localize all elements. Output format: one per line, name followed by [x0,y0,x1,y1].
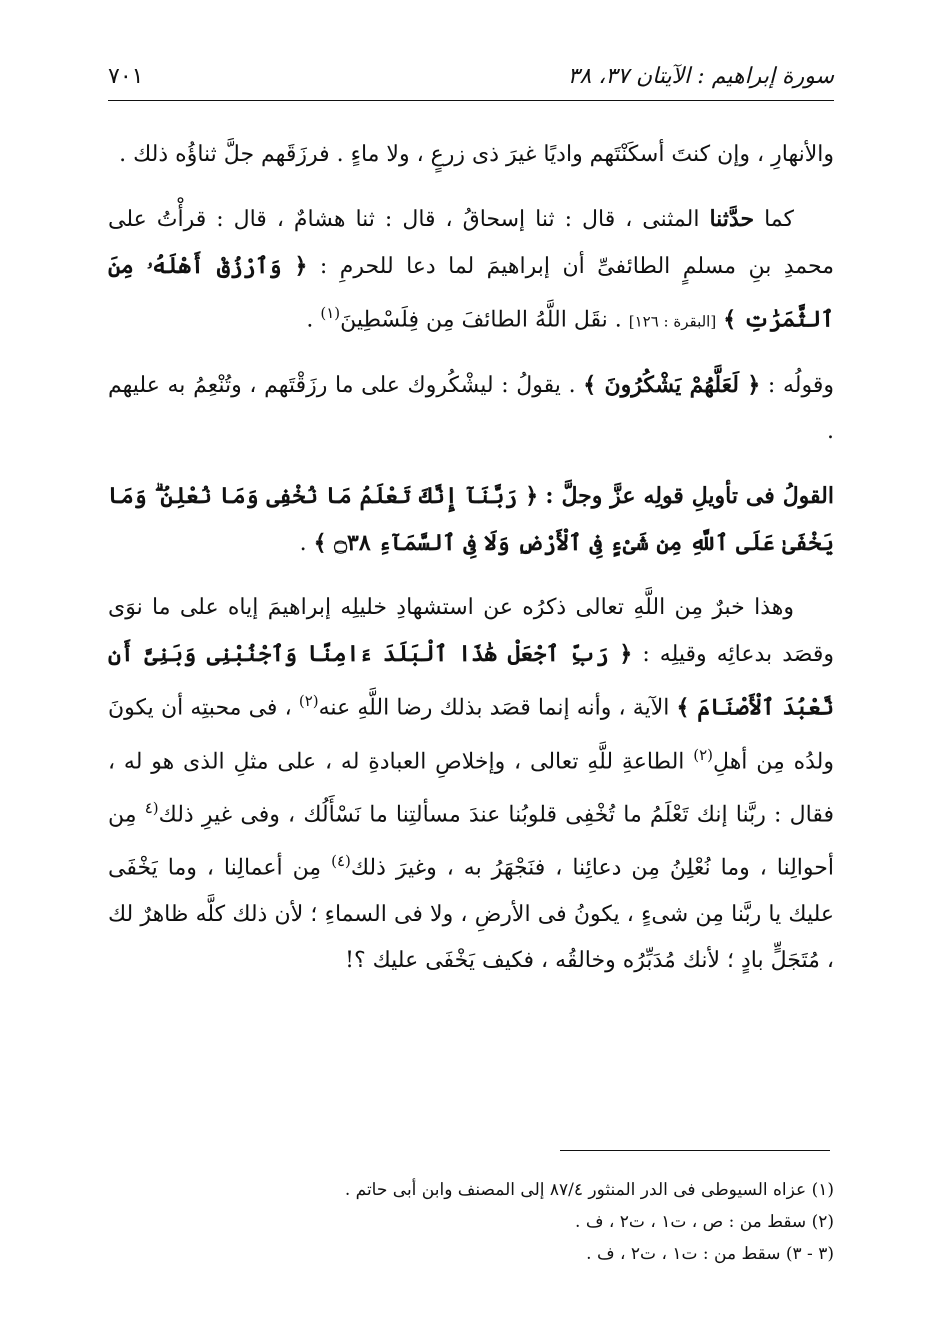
quran-quote: ﴿ لَعَلَّهُمْ يَشْكُرُونَ ﴾ [583,372,761,399]
footnote-2: (٢) سقط من : ص ، ت١ ، ت٢ ، ف . [575,1212,834,1232]
footnote-marker: (٢) [693,745,714,764]
hadith-chain-keyword: حدَّثنا [709,206,755,232]
paragraph-5 [108,585,834,983]
paragraph-text: . [306,307,314,333]
footnote-marker: (١) [320,304,341,322]
footnote-1: (١) عزاه السيوطى فى الدر المنثور ٨٧/٤ إلى المصنف وابن أبى حاتم . [344,1180,834,1200]
footnotes [300,1174,834,1270]
paragraph-text: مِن أحوالِنا ، وما نُعْلِنُ مِن دعائِنا ، فنَجْهَرُ به ، وغيرَ ذلك [108,802,834,881]
section-heading: القولُ فى تأويلِ قولِه عزَّ وجلَّ : [545,483,834,510]
footnote-3: (٣ - ٣) سقط من : ت١ ، ت٢ ، ف . [586,1244,834,1264]
quran-quote: ﴿ رَبِّ ٱجْعَلْ هَٰذَا ٱلْبَلَدَ ءَامِنًا وَٱجْنُبْنِى وَبَنِىَّ أَن نَّعْبُدَ ٱلْأَصْنَامَ ﴾ [108,641,834,721]
paragraph-text: الطاعةِ للَّهِ تعالى ، وإخلاصِ العبادةِ له ، على مثلِ الذى هو له ، فقال : ربَّنا إنك تَعْلَمُ ما تُخْفِى قلوبُنا عندَ مسألتِنا ما نَسْأَلُك ، وفى غيرِ ذلك [108,748,834,828]
quran-reference: [البقرة : ١٢٦] [628,312,717,331]
paragraph-text: وهذا خبرٌ مِن اللَّهِ تعالى ذكرُه عن استشهادِ خليلِه إبراهيمَ إياه على ما نوَى وقصَد بدعائِه وقيلِه : [108,595,834,668]
paragraph-4 [108,473,834,567]
paragraph-text: . يقولُ : ليشْكُروك على ما رزَقْتَهم ، وتُنْعِمُ به عليهم . [108,373,834,445]
paragraph-2 [108,196,834,344]
paragraph-text: وقولُه : [767,373,834,399]
quran-quote: ﴿ وَٱرْزُقْ أَهْلَهُۥ مِنَ ٱلثَّمَرَٰتِ ﴾ [108,253,834,333]
paragraph-text: ، فى محبتِه أن يكونَ ولدُه مِن أهلِ [108,695,835,774]
paragraph-1 [108,132,834,178]
main-text [108,132,834,1002]
header-rule [108,100,834,101]
footnote-rule [560,1150,830,1151]
paragraph-text: . نقَل اللَّهُ الطائفَ مِن فِلَسْطِينَ [340,307,622,333]
paragraph-text: الآية ، وأنه إنما قصَد بذلك رضا اللَّهِ عنه [318,695,670,721]
footnote-marker: (٤ [144,798,159,817]
footnote-marker: (٤) [331,852,351,871]
paragraph-text: مِن أعمالِنا ، وما يَخْفَى عليك يا ربَّنا مِن شىءٍ ، يكونُ فى الأرضِ ، ولا فى السماءِ ؛ لأن ذلك كلَّه ظاهرٌ لك ، مُتَجَلٍّ بادٍ ؛ لأنك مُدَبِّرُه وخالقُه ، فكيف يَخْفَى عليك ؟! [108,855,834,973]
running-header [108,58,834,94]
paragraph-text: كما [764,207,794,232]
footnote-marker: (٢) [298,692,319,711]
page-number: ٧٠١ [108,63,144,89]
paragraph-3 [108,362,834,455]
quran-quote: ﴿ رَبَّنَآ إِنَّكَ تَعْلَمُ مَا نُخْفِى وَمَا نُعْلِنُ ۗ وَمَا يَخْفَىٰ عَلَى ٱللَّهِ مِن شَىْءٍ فِى ٱلْأَرْضِ وَلَا فِى ٱلسَّمَآءِ ۝٣٨ ﴾ [108,483,834,557]
paragraph-text: والأنهارِ ، وإن كنتَ أسكَنْتَهم واديًا غيرَ ذى زرعٍ ، ولا ماءٍ . فرزَقَهم جلَّ ثناؤُه ذلك . [119,142,834,167]
paragraph-text: المثنى ، قال : ثنا إسحاقُ ، قال : ثنا هشامٌ ، قال : قرأْتُ على محمدِ بنِ مسلمٍ الطائفىِّ أن إبراهيمَ لما دعا للحرمِ : [108,207,834,279]
header-title: سورة إبراهيم : الآيتان ٣٧، ٣٨ [567,63,834,89]
paragraph-text: . [299,531,307,557]
